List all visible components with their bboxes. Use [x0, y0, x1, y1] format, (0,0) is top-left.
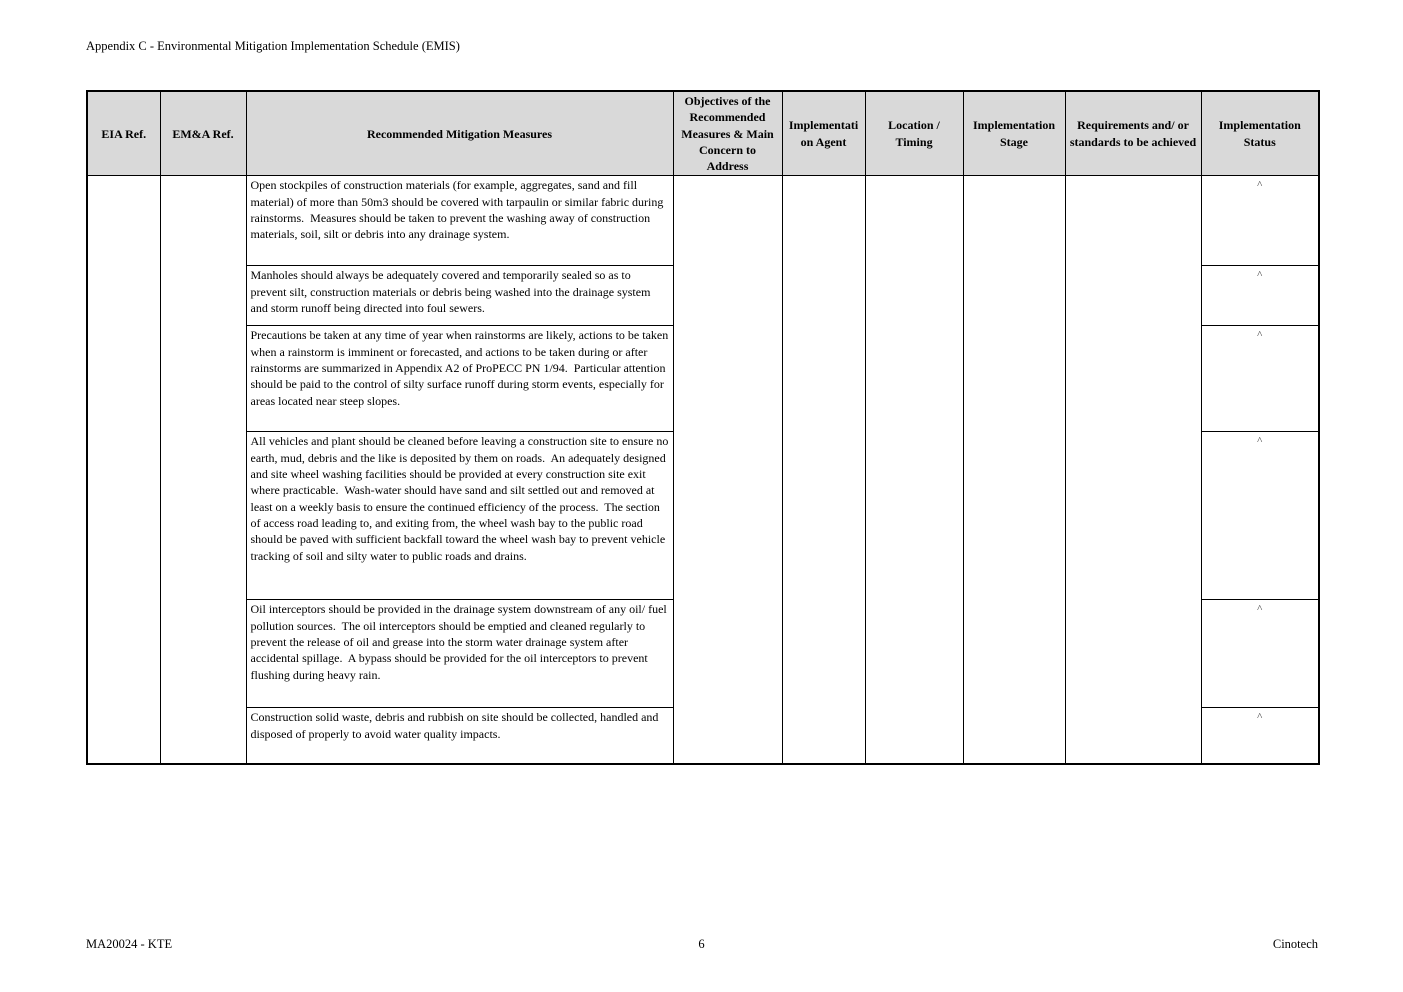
implementation-stage-cell: [963, 176, 1065, 764]
measure-cell: All vehicles and plant should be cleaned before leaving a construction site to ensure no earth, mud, debris and the like is deposited by them on roads. An adequately designed and site wheel washing facilities should be provided at every construction site exit where practicable. Wash-water should have sand and silt settled out and removed at least on a weekly basis to ensure the continued efficiency of the process. The section of access road leading to, and exiting from, the wheel wash bay to the public road should be paved with sufficient backfall toward the wheel wash bay to prevent vehicle tracking of soil and silty water to public roads and drains.: [246, 432, 673, 600]
status-cell: ^: [1201, 600, 1319, 708]
status-cell: ^: [1201, 326, 1319, 432]
status-cell: ^: [1201, 708, 1319, 764]
page-title: Appendix C - Environmental Mitigation Implementation Schedule (EMIS): [86, 39, 460, 53]
footer-page-number: 6: [698, 937, 705, 951]
col-header-ema-ref: EM&A Ref.: [160, 91, 246, 176]
col-header-implementation-agent: Implementation Agent: [782, 91, 865, 176]
col-header-implementation-status: Implementation Status: [1201, 91, 1319, 176]
measure-cell: Precautions be taken at any time of year when rainstorms are likely, actions to be taken when a rainstorm is imminent or forecasted, and actions to be taken during or after rainstorms are summarized in Appendix A2 of ProPECC PN 1/94. Particular attention should be paid to the control of silty surface runoff during storm events, especially for areas located near steep slopes.: [246, 326, 673, 432]
ema-ref-cell: [160, 176, 246, 764]
emis-table: [86, 90, 1320, 765]
col-header-location-timing: Location / Timing: [865, 91, 963, 176]
implementation-agent-cell: [782, 176, 865, 764]
col-header-mitigation-measures: Recommended Mitigation Measures: [246, 91, 673, 176]
measure-cell: Open stockpiles of construction materials (for example, aggregates, sand and fill material) of more than 50m3 should be covered with tarpaulin or similar fabric during rainstorms. Measures should be taken to prevent the washing away of construction materials, soil, silt or debris into any drainage system.: [246, 176, 673, 266]
location-timing-cell: [865, 176, 963, 764]
status-cell: ^: [1201, 432, 1319, 600]
col-header-objectives: Objectives of the Recommended Measures & Main Concern to Address: [673, 91, 782, 176]
measure-cell: Construction solid waste, debris and rubbish on site should be collected, handled and disposed of properly to avoid water quality impacts.: [246, 708, 673, 764]
table-row: [87, 176, 1319, 266]
status-cell: ^: [1201, 266, 1319, 326]
measure-cell: Oil interceptors should be provided in the drainage system downstream of any oil/ fuel pollution sources. The oil interceptors should be emptied and cleaned regularly to prevent the release of oil and grease into the storm water drainage system after accidental spillage. A bypass should be provided for the oil interceptors to prevent flushing during heavy rain.: [246, 600, 673, 708]
footer-company: Cinotech: [1272, 937, 1318, 951]
measure-cell: Manholes should always be adequately covered and temporarily sealed so as to prevent silt, construction materials or debris being washed into the drainage system and storm runoff being directed into foul sewers.: [246, 266, 673, 326]
col-header-requirements: Requirements and/ or standards to be achieved: [1065, 91, 1201, 176]
table-header-row: [87, 91, 1319, 176]
footer-project-ref: MA20024 - KTE: [86, 937, 173, 951]
status-cell: ^: [1201, 176, 1319, 266]
col-header-implementation-stage: Implementation Stage: [963, 91, 1065, 176]
eia-ref-cell: [87, 176, 160, 764]
objectives-cell: [673, 176, 782, 764]
requirements-cell: [1065, 176, 1201, 764]
col-header-eia-ref: EIA Ref.: [87, 91, 160, 176]
